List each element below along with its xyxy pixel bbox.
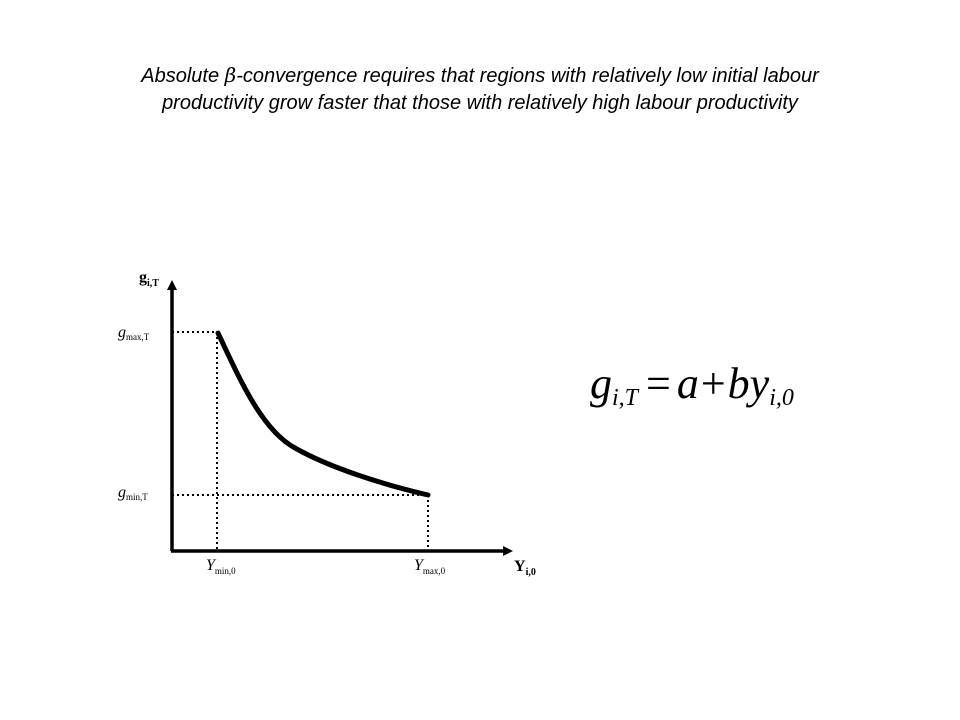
- title-line-1-start: Absolute: [141, 65, 225, 87]
- title-line-1-end: -convergence requires that regions with relatively low initial labour: [236, 65, 819, 87]
- y-tick-gmax: gmax,T: [118, 324, 150, 342]
- title-line-2: productivity grow faster that those with relatively high labour productivity: [162, 92, 798, 114]
- x-axis-label: $Y_{i,0}$: [514, 558, 536, 578]
- beta-symbol: β: [224, 63, 237, 87]
- x-tick-ymin: $Y_{min,0}$: [206, 557, 236, 576]
- y-axis-label: $g_{i,T}$: [139, 269, 159, 289]
- x-tick-ymax: $Y_{max,0}$: [414, 557, 446, 576]
- regression-equation: gi,T = a+byi,0: [590, 359, 794, 411]
- convergence-curve: [218, 333, 428, 495]
- y-tick-gmin: gmin,T: [118, 484, 148, 502]
